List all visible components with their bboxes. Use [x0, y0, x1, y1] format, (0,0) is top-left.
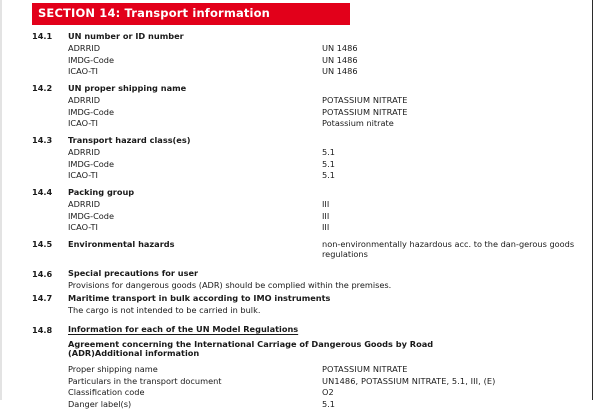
row-value: UN1486, POTASSIUM NITRATE, 5.1, III, (E): [322, 375, 496, 386]
row-label: IMDG-Code: [68, 54, 115, 65]
section-banner: SECTION 14: Transport information: [32, 3, 350, 25]
row-spacer: [32, 387, 68, 388]
row-value: III: [322, 210, 330, 221]
row-spacer: [32, 199, 68, 200]
section-14-6-note: Provisions for dangerous goods (ADR) should be complied within the premises.: [68, 280, 392, 291]
row-label: IMDG-Code: [68, 210, 115, 221]
row-label: ADRRID: [68, 42, 101, 53]
table-row: [32, 387, 592, 397]
row-value: UN 1486: [322, 54, 358, 65]
table-row: [32, 147, 592, 157]
row-spacer: [32, 66, 68, 67]
table-row: [32, 107, 592, 117]
section-14-3-heading: [32, 135, 592, 146]
row-spacer: [32, 159, 68, 160]
section-title: Environmental hazards: [68, 238, 175, 249]
row-label: Particulars in the transport document: [68, 375, 222, 386]
row-value: POTASSIUM NITRATE: [322, 94, 408, 105]
table-row: [32, 95, 592, 105]
section-number: 14.7: [32, 293, 53, 304]
row-spacer: [32, 147, 68, 148]
row-label: Classification code: [68, 387, 145, 398]
row-label: IMDG-Code: [68, 158, 115, 169]
section-number: 14.5: [32, 239, 53, 250]
row-value: 5.1: [322, 146, 336, 157]
section-number: 14.3: [32, 135, 53, 146]
section-title: Packing group: [68, 186, 135, 197]
section-14-8-heading: [32, 324, 592, 335]
section-14-7-note: The cargo is not intended to be carried in bulk.: [68, 304, 261, 315]
section-title: UN proper shipping name: [68, 82, 187, 93]
row-label: IMDG-Code: [68, 106, 115, 117]
section-14-6-heading: [32, 268, 592, 279]
row-label: ADRRID: [68, 146, 101, 157]
table-row: [32, 170, 592, 180]
table-row: [32, 222, 592, 232]
row-spacer: [32, 170, 68, 171]
row-spacer: [32, 376, 68, 377]
row-spacer: [32, 43, 68, 44]
table-row: [32, 211, 592, 221]
row-value: III: [322, 198, 330, 209]
table-row: [32, 118, 592, 128]
section-title: Information for each of the UN Model Regulations: [68, 324, 299, 335]
page-right-margin: [593, 0, 600, 400]
row-value: UN 1486: [322, 42, 358, 53]
row-label: ADRRID: [68, 94, 101, 105]
row-label: Proper shipping name: [68, 363, 158, 374]
section-number: 14.1: [32, 31, 53, 42]
section-14-content: [32, 0, 592, 409]
row-label: ICAO-TI: [68, 118, 98, 129]
row-spacer: [32, 222, 68, 223]
row-spacer: [32, 364, 68, 365]
table-row: [32, 376, 592, 386]
row-value: POTASSIUM NITRATE: [322, 106, 408, 117]
table-row: [32, 399, 592, 409]
section-14-2-heading: [32, 83, 592, 94]
row-label: Danger label(s): [68, 399, 132, 409]
row-value: 5.1: [322, 158, 336, 169]
table-row: [32, 199, 592, 209]
section-14-4-heading: [32, 187, 592, 198]
adr-agreement-text: Agreement concerning the International Carriage of Dangerous Goods by Road (ADR)Additional information: [68, 338, 434, 359]
section-number: 14.2: [32, 83, 53, 94]
row-value: Potassium nitrate: [322, 118, 394, 129]
table-row: [32, 364, 592, 374]
table-row: [32, 159, 592, 169]
section-title: UN number or ID number: [68, 30, 184, 41]
row-value: III: [322, 222, 330, 233]
row-label: ICAO-TI: [68, 170, 98, 181]
row-spacer: [32, 211, 68, 212]
section-number: 14.8: [32, 324, 53, 335]
row-label: ICAO-TI: [68, 222, 98, 233]
row-label: ADRRID: [68, 198, 101, 209]
row-spacer: [32, 107, 68, 108]
row-label: ICAO-TI: [68, 66, 98, 77]
row-spacer: [32, 399, 68, 400]
row-spacer: [32, 95, 68, 96]
page-left-edge: [0, 0, 2, 400]
table-row: [32, 43, 592, 53]
section-title: Maritime transport in bulk according to IMO instruments: [68, 292, 331, 303]
section-number: 14.6: [32, 268, 53, 279]
section-number: 14.4: [32, 187, 53, 198]
row-value: 5.1: [322, 170, 336, 181]
row-value: 5.1: [322, 399, 336, 409]
row-spacer: [32, 118, 68, 119]
section-14-1-heading: [32, 31, 592, 42]
row-value: O2: [322, 387, 334, 398]
section-title: Special precautions for user: [68, 268, 199, 279]
row-spacer: [32, 55, 68, 56]
row-value: UN 1486: [322, 66, 358, 77]
row-value: POTASSIUM NITRATE: [322, 363, 408, 374]
section-title: Transport hazard class(es): [68, 134, 191, 145]
table-row: [32, 66, 592, 76]
table-row: [32, 55, 592, 65]
section-14-7-heading: [32, 293, 592, 304]
section-14-5-heading: [32, 239, 592, 260]
environmental-hazards-value: non-environmentally hazardous acc. to the dan-gerous goods regulations: [322, 238, 575, 259]
